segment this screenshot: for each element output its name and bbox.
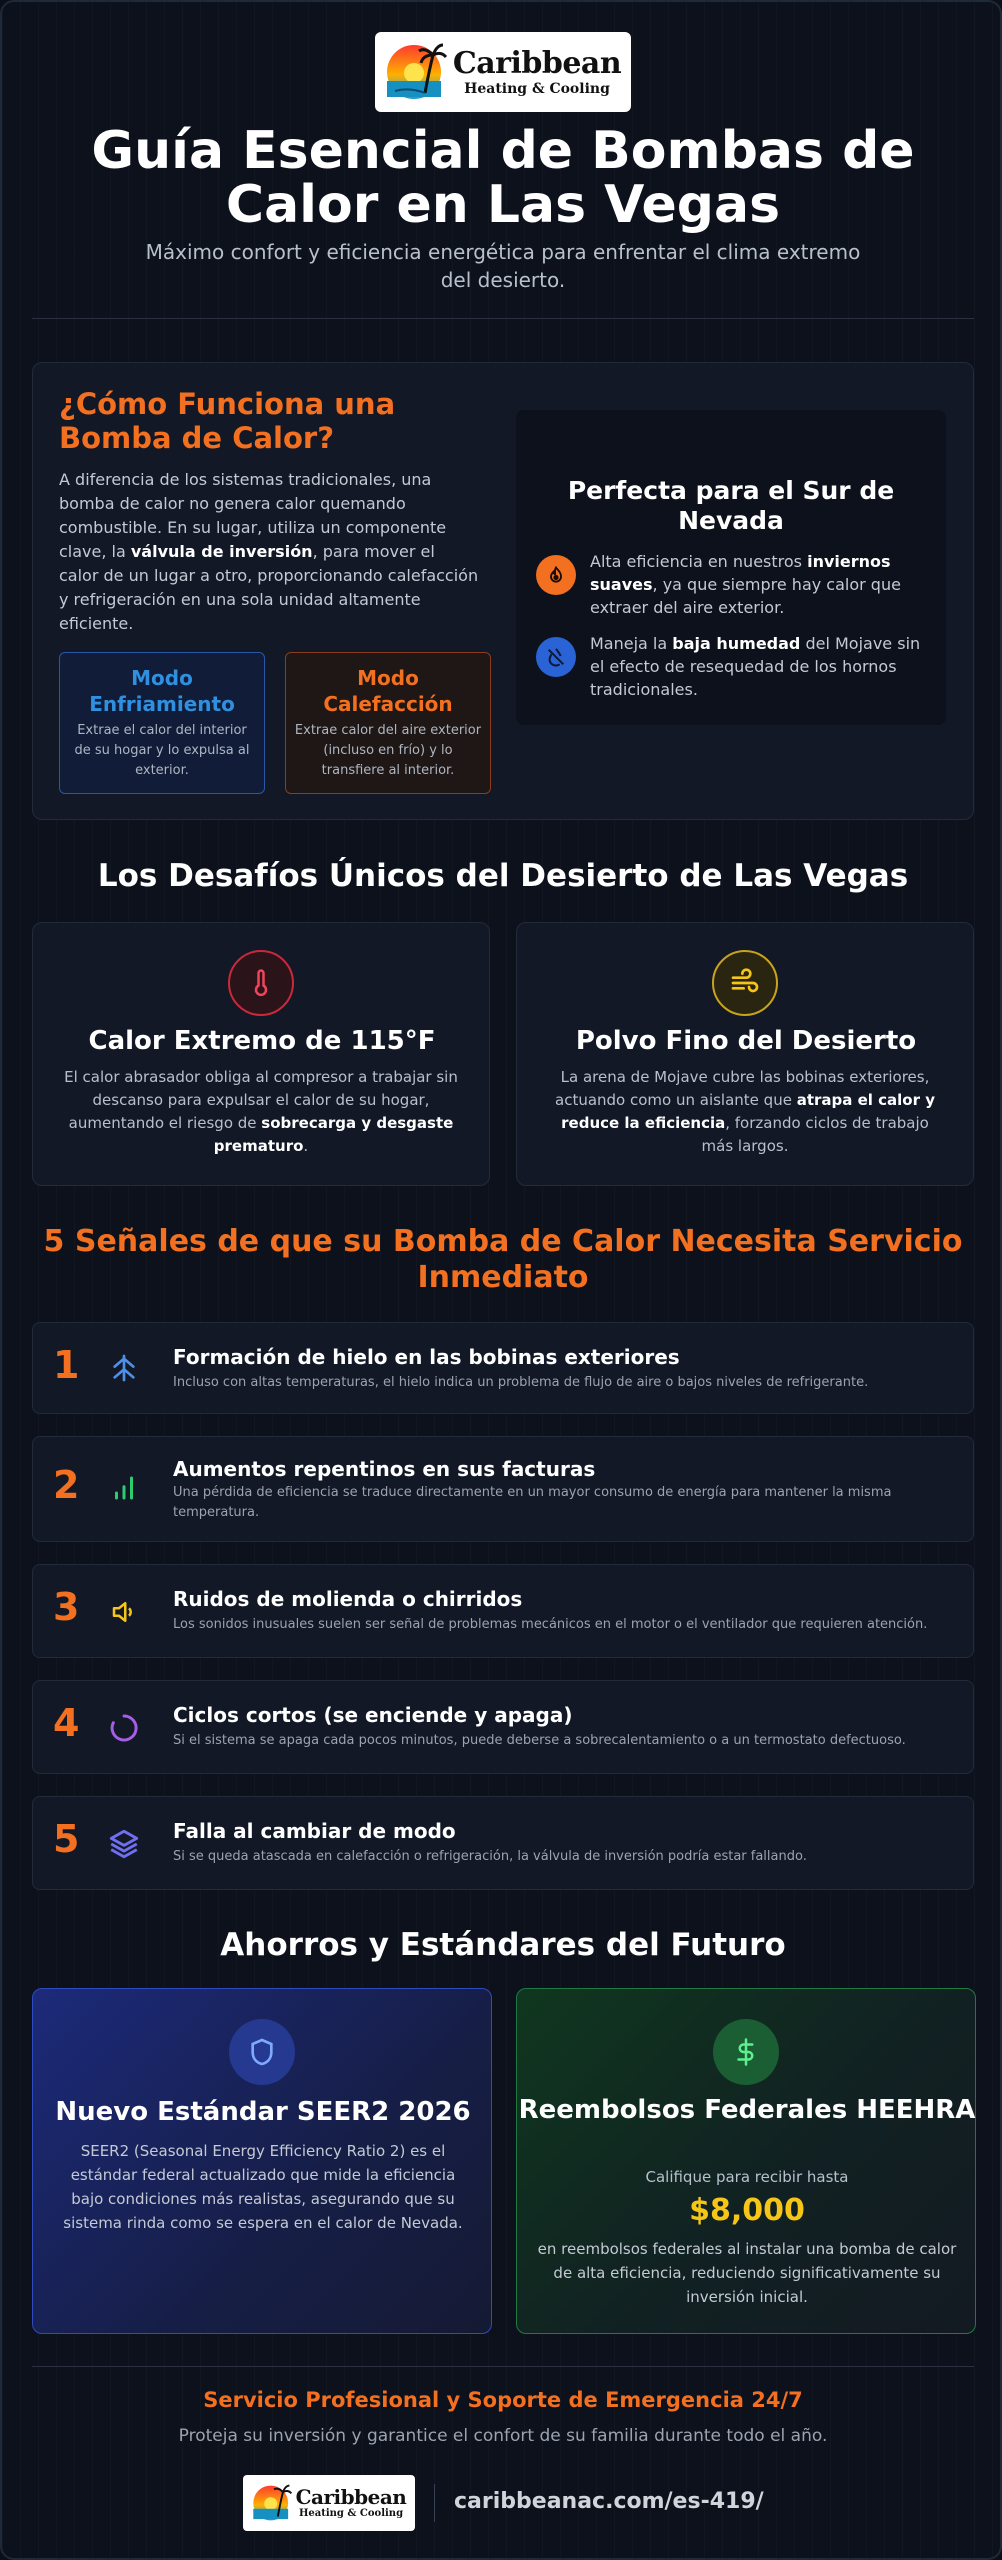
nevada-fit-panel — [516, 410, 946, 725]
wind-icon — [712, 950, 778, 1016]
sign-item — [32, 1680, 974, 1774]
heating-mode-desc: Extrae calor del aire exterior (incluso en frío) y lo transfiere al interior. — [294, 723, 482, 778]
heehra-text: en reembolsos federales al instalar una bomba de calor de alta eficiencia, reduciendo significativamente su inversión inicial. — [537, 2240, 957, 2306]
heehra-amount: $8,000 — [689, 2193, 805, 2228]
heehra-card — [516, 1988, 976, 2334]
cooling-mode-title: Modo Enfriamiento — [89, 666, 235, 716]
sign-item — [32, 1436, 974, 1542]
website-link[interactable]: caribbeanac.com/es-419/ — [454, 2489, 764, 2514]
cooling-mode-desc: Extrae el calor del interior de su hogar y lo expulsa al exterior. — [74, 723, 250, 778]
thermometer-icon — [228, 950, 294, 1016]
challenge-text: La arena de Mojave cubre las bobinas exteriores, actuando como un aislante que atrapa el calor y reduce la eficiencia, forzando ciclos de trabajo más largos. — [555, 1068, 935, 1155]
sign-desc: Los sonidos inusuales suelen ser señal de problemas mecánicos en el motor o el ventilador que requieren atención. — [173, 1617, 928, 1632]
brand-name: Caribbean — [452, 45, 622, 81]
sign-item — [32, 1322, 974, 1414]
sign-number: 4 — [53, 1701, 80, 1745]
layers-icon — [103, 1823, 145, 1865]
sign-title: Aumentos repentinos en sus facturas — [173, 1457, 596, 1481]
brand-name: Caribbean — [295, 2485, 407, 2509]
page-subtitle: Máximo confort y eficiencia energética para enfrentar el clima extremo del desierto. — [145, 240, 861, 292]
nevada-fit-item — [536, 632, 936, 701]
sign-title: Formación de hielo en las bobinas exteriores — [173, 1345, 680, 1369]
sign-title: Ruidos de molienda o chirridos — [173, 1587, 523, 1611]
challenge-text: El calor abrasador obliga al compresor a trabajar sin descanso para expulsar el calor de su hogar, aumentando el riesgo de sobrecarga y desgaste prematuro. — [64, 1068, 458, 1155]
sign-title: Falla al cambiar de modo — [173, 1819, 456, 1843]
sign-desc: Una pérdida de eficiencia se traduce directamente en un mayor consumo de energía para mantener la misma temperatura. — [173, 1485, 892, 1520]
sign-number: 3 — [53, 1585, 80, 1629]
sign-number: 5 — [53, 1817, 80, 1861]
bar-chart-icon — [103, 1467, 145, 1509]
sign-number: 1 — [53, 1343, 80, 1387]
brand-tagline: Heating & Cooling — [298, 2508, 404, 2519]
footer-separator — [434, 2484, 435, 2522]
droplet-off-icon — [536, 637, 576, 677]
nevada-fit-text: Maneja la baja humedad del Mojave sin el efecto de resequedad de los hornos tradicionales. — [590, 634, 921, 699]
footer-title: Servicio Profesional y Soporte de Emergencia 24/7 — [203, 2388, 803, 2412]
seer2-card — [32, 1988, 492, 2334]
divider — [32, 318, 974, 319]
footer-subtitle: Proteja su inversión y garantice el confort de su familia durante todo el año. — [178, 2426, 828, 2446]
nevada-fit-title: Perfecta para el Sur de Nevada — [567, 476, 895, 535]
heehra-qualify-text: Califique para recibir hasta — [645, 2168, 849, 2186]
sign-item — [32, 1796, 974, 1890]
sunset-palm-logo-icon — [252, 2483, 292, 2523]
loading-cycle-icon — [103, 1707, 145, 1749]
sign-title: Ciclos cortos (se enciende y apaga) — [173, 1703, 573, 1727]
nevada-fit-text: Alta eficiencia en nuestros inviernos suaves, ya que siempre hay calor que extraer del aire exterior. — [590, 552, 901, 617]
seer2-text: SEER2 (Seasonal Energy Efficiency Ratio 2) es el estándar federal actualizado que mide la eficiencia bajo condiciones más realistas, asegurando que su sistema rinda como se espera en el calor de Nevada. — [63, 2142, 463, 2232]
challenge-title: Calor Extremo de 115°F — [88, 1026, 436, 1056]
sign-desc: Si el sistema se apaga cada pocos minutos, puede deberse a sobrecalentamiento o a un termostato defectuoso. — [173, 1733, 906, 1748]
heating-mode-box — [285, 652, 491, 794]
brand-tagline: Heating & Cooling — [464, 80, 610, 97]
footer-brand-logo[interactable] — [243, 2475, 415, 2531]
heehra-title: Reembolsos Federales HEEHRA — [518, 2095, 976, 2125]
dollar-icon — [713, 2019, 779, 2085]
divider — [32, 2366, 974, 2367]
how-title: ¿Cómo Funciona una Bomba de Calor? — [59, 387, 396, 455]
future-title: Ahorros y Estándares del Futuro — [220, 1927, 786, 1963]
flame-icon — [536, 555, 576, 595]
nevada-fit-item — [536, 550, 936, 619]
brand-logo[interactable] — [375, 32, 631, 112]
sign-item — [32, 1564, 974, 1658]
challenges-title: Los Desafíos Únicos del Desierto de Las Vegas — [97, 858, 909, 894]
shield-icon — [229, 2019, 295, 2085]
sign-number: 2 — [53, 1463, 80, 1507]
sunset-palm-logo-icon — [385, 41, 447, 103]
how-description: A diferencia de los sistemas tradicionales, una bomba de calor no genera calor quemando combustible. En su lugar, utiliza un componente clave, la válvula de inversión, para mover el calor de un lugar a otro, proporcionando calefacción y refrigeración en una sola unidad altamente eficiente. — [59, 470, 479, 633]
challenge-title: Polvo Fino del Desierto — [575, 1026, 917, 1056]
sign-desc: Si se queda atascada en calefacción o refrigeración, la válvula de inversión podría estar fallando. — [173, 1849, 807, 1864]
page-title: Guía Esencial de Bombas de Calor en Las Vegas — [91, 121, 915, 235]
heating-mode-title: Modo Calefacción — [323, 666, 453, 716]
speaker-icon — [103, 1591, 145, 1633]
seer2-title: Nuevo Estándar SEER2 2026 — [55, 2097, 471, 2127]
signs-title: 5 Señales de que su Bomba de Calor Necesita Servicio Inmediato — [43, 1224, 963, 1295]
cooling-mode-box — [59, 652, 265, 794]
sign-desc: Incluso con altas temperaturas, el hielo indica un problema de flujo de aire o bajos niveles de refrigerante. — [173, 1375, 869, 1390]
snowflake-icon — [103, 1347, 145, 1389]
